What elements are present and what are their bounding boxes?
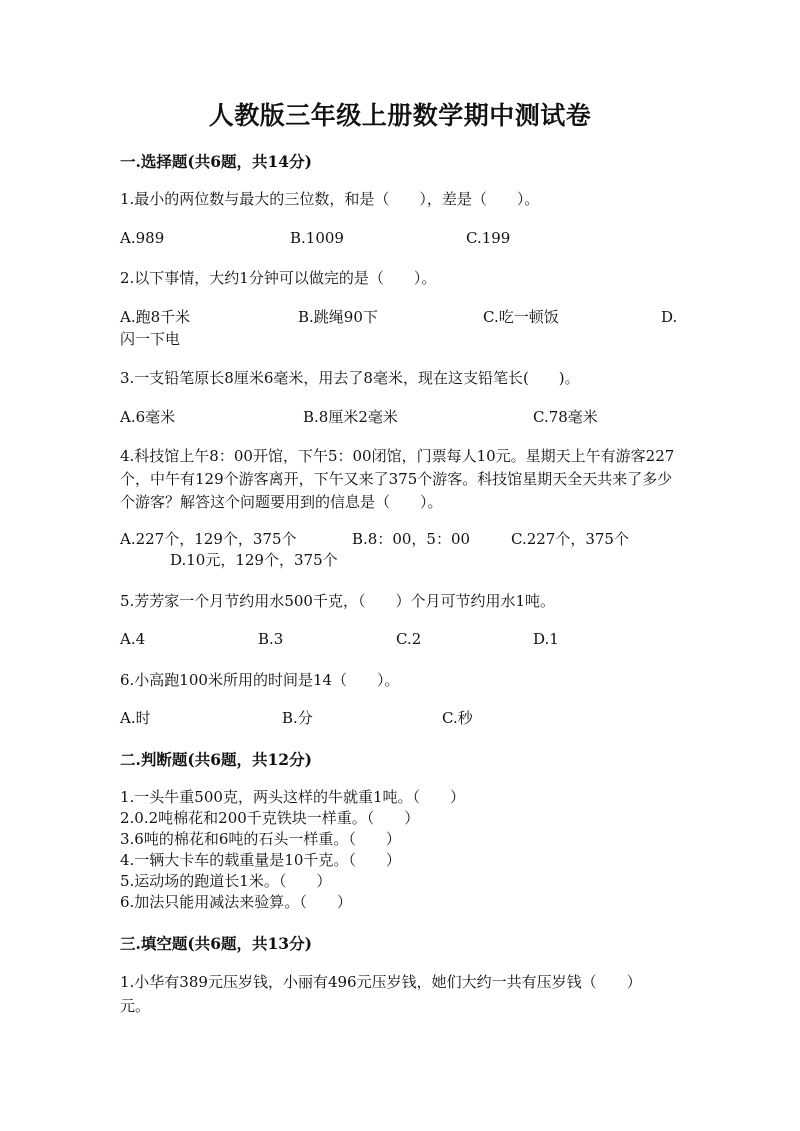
option-c: C.78毫米 bbox=[533, 408, 598, 426]
judge-item: 3.6吨的棉花和6吨的石头一样重。（ ） bbox=[120, 830, 401, 848]
option-b: B.1009 bbox=[290, 229, 344, 247]
judge-item: 1.一头牛重500克，两头这样的牛就重1吨。（ ） bbox=[120, 788, 465, 806]
option-b: B.8厘米2毫米 bbox=[303, 408, 398, 426]
option-c: C.227个，375个 bbox=[511, 530, 629, 548]
option-b: B.3 bbox=[258, 630, 284, 648]
option-c: C.199 bbox=[466, 229, 511, 247]
option-a: A.4 bbox=[120, 630, 146, 648]
section-heading-fill: 三.填空题(共6题，共13分) bbox=[120, 934, 312, 953]
option-d: D. bbox=[661, 308, 678, 326]
option-d-text: 闪一下电 bbox=[120, 330, 181, 348]
question-text: 6.小高跑100米所用的时间是14（ ）。 bbox=[120, 671, 400, 689]
option-d: D.10元，129个，375个 bbox=[170, 551, 338, 569]
option-c: C.2 bbox=[396, 630, 422, 648]
option-c: C.秒 bbox=[442, 709, 473, 727]
option-d: D.1 bbox=[533, 630, 559, 648]
option-a: A.时 bbox=[120, 709, 151, 727]
question-text: 2.以下事情，大约1分钟可以做完的是（ ）。 bbox=[120, 269, 437, 287]
judge-item: 6.加法只能用减法来验算。（ ） bbox=[120, 893, 352, 911]
section-heading-judge: 二.判断题(共6题，共12分) bbox=[120, 750, 312, 769]
judge-item: 4.一辆大卡车的载重量是10千克。（ ） bbox=[120, 851, 401, 869]
option-c: C.吃一顿饭 bbox=[483, 308, 559, 326]
option-a: A.989 bbox=[120, 229, 165, 247]
option-b: B.跳绳90下 bbox=[298, 308, 378, 326]
option-b: B.8：00，5：00 bbox=[352, 530, 471, 548]
judge-item: 5.运动场的跑道长1米。（ ） bbox=[120, 872, 332, 890]
question-text: 3.一支铅笔原长8厘米6毫米，用去了8毫米，现在这支铅笔长( )。 bbox=[120, 369, 580, 387]
question-text: 4.科技馆上午8：00开馆，下午5：00闭馆，门票每人10元。星期天上午有游客227个，中午有129个游客离开，下午又来了375个游客。科技馆星期天全天共来了多少个游客？解答这个问题要用到的信息是（ ）。 bbox=[120, 447, 675, 511]
question-text: 1.小华有389元压岁钱，小丽有496元压岁钱，她们大约一共有压岁钱（ ）元。 bbox=[120, 973, 635, 1015]
option-b: B.分 bbox=[282, 709, 313, 727]
option-a: A.跑8千米 bbox=[120, 308, 191, 326]
option-a: A.227个，129个，375个 bbox=[120, 530, 297, 548]
judge-item: 2.0.2吨棉花和200千克铁块一样重。（ ） bbox=[120, 809, 420, 827]
exam-title: 人教版三年级上册数学期中测试卷 bbox=[208, 101, 592, 130]
option-a: A.6毫米 bbox=[120, 408, 176, 426]
question-text: 1.最小的两位数与最大的三位数，和是（ ），差是（ ）。 bbox=[120, 190, 540, 208]
question-text: 5.芳芳家一个月节约用水500千克，（ ）个月可节约用水1吨。 bbox=[120, 592, 555, 610]
section-heading-choice: 一.选择题(共6题，共14分) bbox=[120, 152, 312, 171]
